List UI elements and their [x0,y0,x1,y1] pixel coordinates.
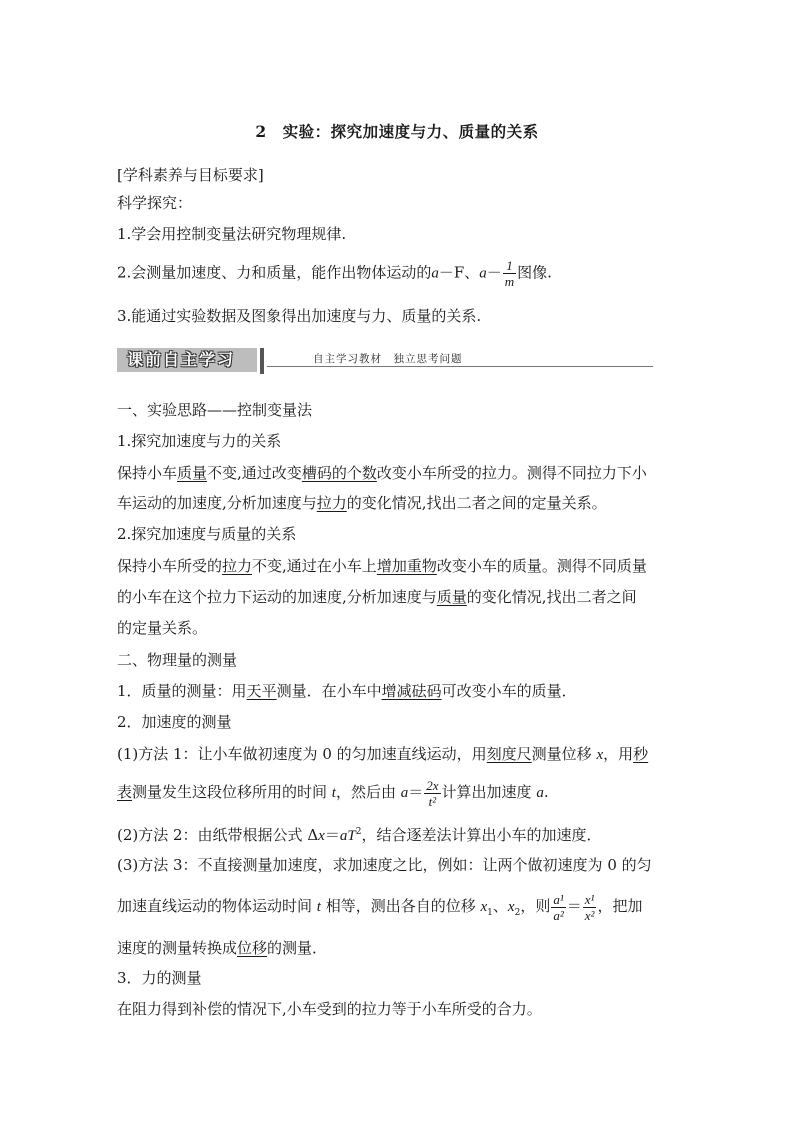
paragraph-2-line-2: 的小车在这个拉力下运动的加速度,分析加速度与质量的变化情况,找出二者之间 [117,588,637,606]
goals-category: 科学探究： [117,194,193,212]
banner-rule [267,366,653,367]
method-3-line-3: 速度的测量转换成位移的测量． [117,939,328,957]
section-banner [117,348,653,376]
goal-item-1: 1.学会用控制变量法研究物理规律. [117,225,347,243]
section-1-sub-2: 2.探究加速度与质量的关系 [117,525,297,543]
paragraph-2-line-1: 保持小车所受的拉力不变,通过在小车上增加重物改变小车的质量。测得不同质量 [117,557,647,575]
method-2: (2)方法 2：由纸带根据公式 $\Delta x=aT^2$，结合逐差法计算出小车的加速度． [117,826,602,844]
section-1-heading: 一、实验思路——控制变量法 [117,401,313,419]
section-1-sub-1: 1.探究加速度与力的关系 [117,432,282,450]
goal-item-3: 3.能通过实验数据及图象得出加速度与力、质量的关系. [117,307,482,325]
method-3-line-1: (3)方法 3：不直接测量加速度，求加速度之比，例如：让两个做初速度为 0 的匀 [117,856,652,874]
fraction-a1-over-a2: $\frac{\text{a¹}}{\text{a²}}$ [553,891,564,923]
banner-label: 课前自主学习 [117,348,257,372]
fraction-x1-over-x2: $\frac{\text{x¹}}{\text{x²}}$ [584,891,595,923]
section-2-heading: 二、物理量的测量 [117,651,238,669]
goal-item-2: 2.会测量加速度、力和质量，能作出物体运动的a－F、a－ $\frac{1}{m}$ 图像. [117,258,552,289]
method-1-line-2: 表测量发生这段位移所用的时间 t，然后由 a＝ $\frac{2x}{\text{t²}}$ 计算出加速度 a. [117,777,549,809]
fraction-2x-over-t2: $\frac{2x}{\text{t²}}$ [426,777,439,809]
measure-force-text: 在阻力得到补偿的情况下,小车受到的拉力等于小车所受的合力。 [117,1000,542,1018]
fraction-1-over-m: $\frac{1}{m}$ [504,258,515,289]
measure-force-heading: 3．力的测量 [117,969,202,987]
banner-marker [260,348,264,374]
method-1-line-1: (1)方法 1：让小车做初速度为 0 的匀加速直线运动，用刻度尺测量位移 x，用秒 [117,745,649,763]
measure-acceleration-heading: 2．加速度的测量 [117,713,232,731]
paragraph-2-line-3: 的定量关系。 [117,619,208,637]
measure-mass: 1．质量的测量：用天平测量．在小车中增减砝码可改变小车的质量． [117,682,577,700]
page-title: 2 实验：探究加速度与力、质量的关系 [255,122,539,141]
paragraph-1-line-1: 保持小车质量不变,通过改变槽码的个数改变小车所受的拉力。测得不同拉力下小 [117,464,647,482]
goals-header: [学科素养与目标要求] [117,166,264,184]
method-3-line-2: 加速直线运动的物体运动时间 t 相等，测出各自的位移 $x_1$、$x_2$，则 $\frac{\text{a¹}}{\text{a²}}$ ＝ $\frac{\text{x¹}}{\text{x²}}$ ，把加 [117,891,643,923]
paragraph-1-line-2: 车运动的加速度,分析加速度与拉力的变化情况,找出二者之间的定量关系。 [117,494,607,512]
banner-subtitle: 自主学习教材 独立思考问题 [313,353,463,365]
